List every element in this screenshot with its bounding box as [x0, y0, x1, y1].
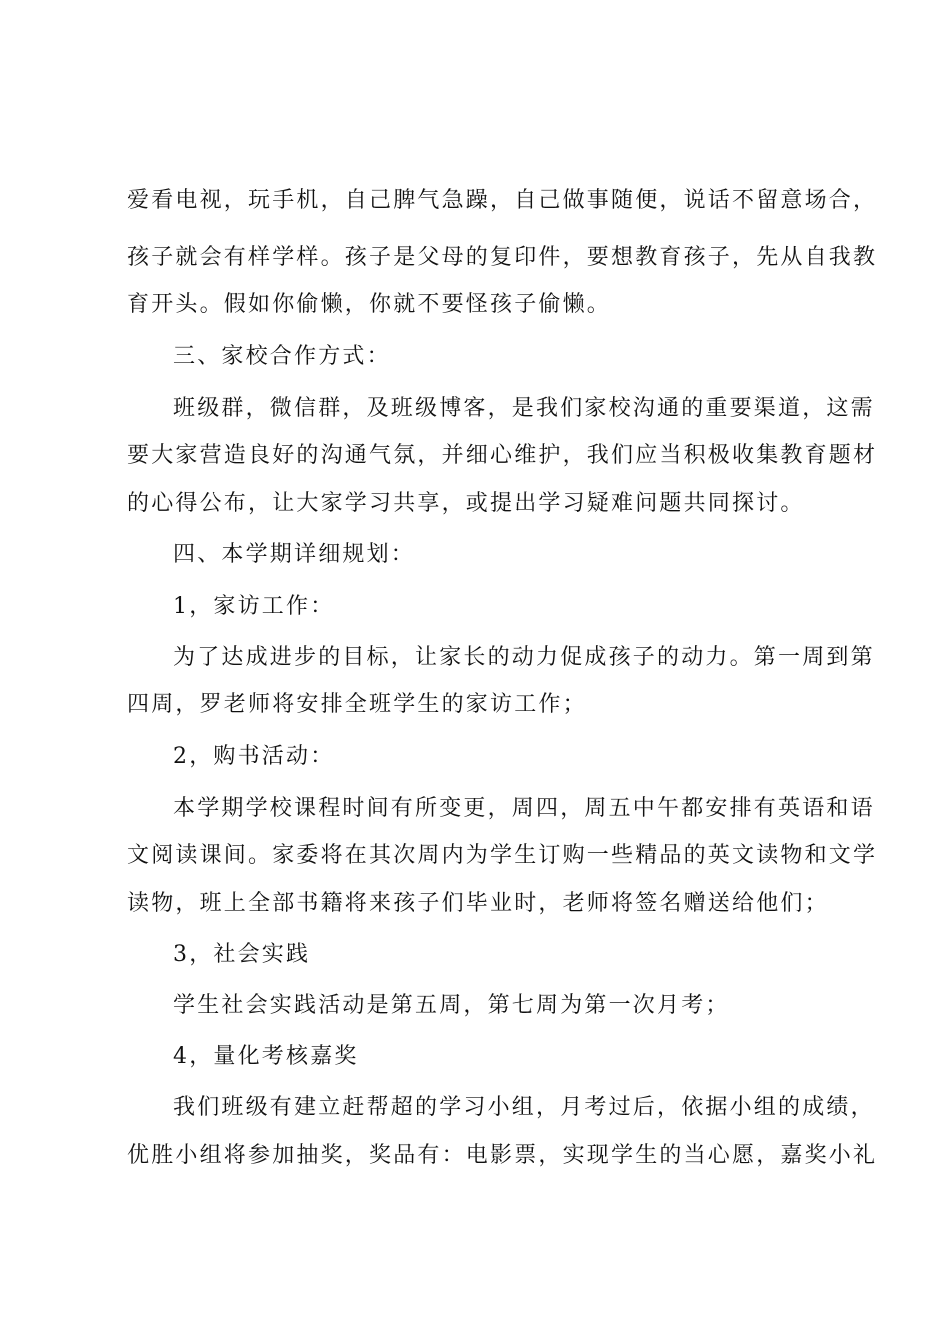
paragraph-line: 班级群，微信群，及班级博客，是我们家校沟通的重要渠道，这需 — [173, 396, 875, 421]
subsection-heading: 4，量化考核嘉奖 — [173, 1044, 359, 1069]
paragraph-line: 本学期学校课程时间有所变更，周四，周五中午都安排有英语和语 — [173, 796, 875, 821]
paragraph-line: 育开头。假如你偷懒，你就不要怪孩子偷懒。 — [127, 292, 612, 317]
paragraph-line: 学生社会实践活动是第五周，第七周为第一次月考； — [173, 993, 730, 1018]
subsection-heading: 1，家访工作： — [173, 594, 335, 619]
paragraph-line: 的心得公布，让大家学习共享，或提出学习疑难问题共同探讨。 — [127, 491, 805, 516]
subsection-heading: 2，购书活动： — [173, 744, 335, 769]
paragraph-line: 要大家营造良好的沟通气氛，并细心维护，我们应当积极收集教育题材 — [127, 443, 878, 468]
subsection-heading: 3，社会实践 — [173, 942, 311, 967]
section-heading: 四、本学期详细规划： — [173, 542, 416, 567]
paragraph-line: 文阅读课间。家委将在其次周内为学生订购一些精品的英文读物和文学 — [127, 843, 878, 868]
paragraph-line: 读物，班上全部书籍将来孩子们毕业时，老师将签名赠送给他们； — [127, 891, 829, 916]
section-heading: 三、家校合作方式： — [173, 344, 391, 369]
paragraph-line: 孩子就会有样学样。孩子是父母的复印件，要想教育孩子，先从自我教 — [127, 245, 878, 270]
paragraph-line: 爱看电视，玩手机，自己脾气急躁，自己做事随便，说话不留意场合， — [127, 188, 878, 213]
paragraph-line: 为了达成进步的目标，让家长的动力促成孩子的动力。第一周到第 — [173, 645, 875, 670]
paragraph-line: 优胜小组将参加抽奖，奖品有：电影票，实现学生的当心愿，嘉奖小礼 — [127, 1143, 878, 1168]
paragraph-line: 我们班级有建立赶帮超的学习小组，月考过后，依据小组的成绩， — [173, 1095, 875, 1120]
paragraph-line: 四周，罗老师将安排全班学生的家访工作； — [127, 692, 587, 717]
